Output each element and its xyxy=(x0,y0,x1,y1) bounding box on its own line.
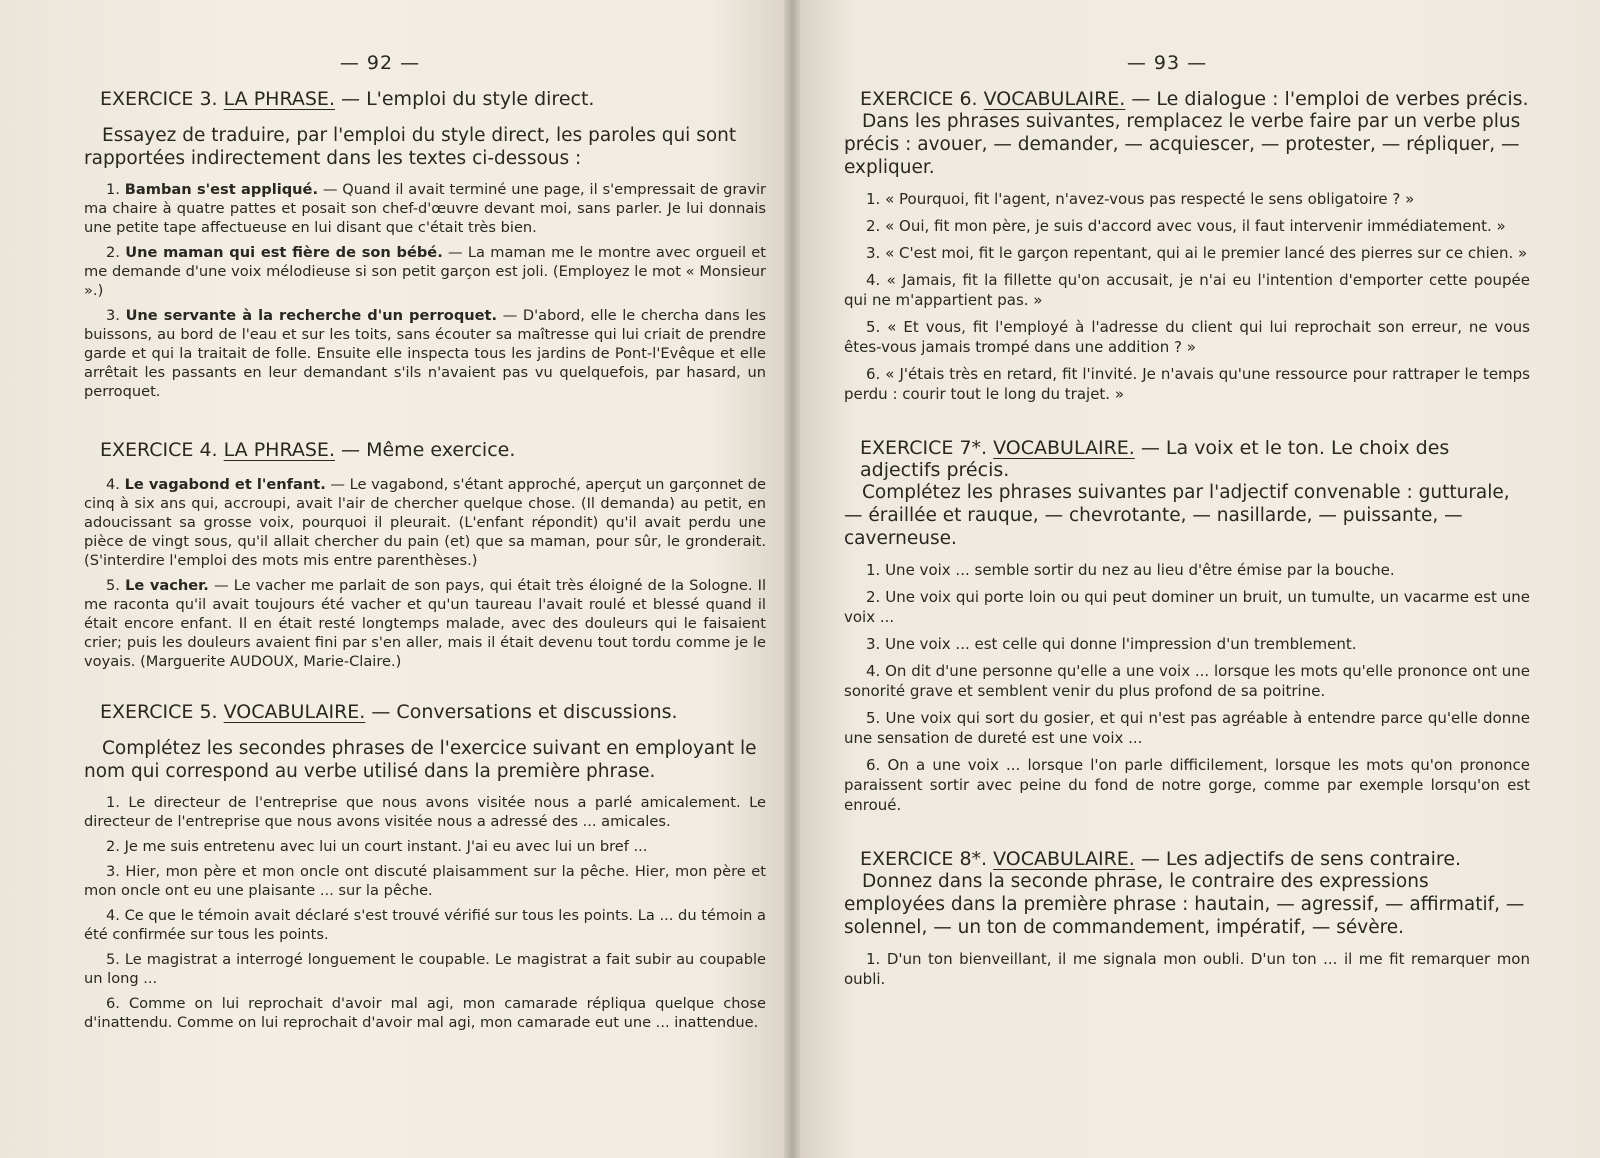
exercise-item: 5. Le magistrat a interrogé longuement le coupable. Le magistrat a fait subir au coupable un long ... xyxy=(84,951,766,987)
heading-keyword: VOCABULAIRE. xyxy=(993,437,1135,459)
item-text: — Quand il avait terminé une page, il s'empressait de gravir ma chaire à quatre pattes et posait son chef-d'œuvre devant moi, sans parler. Je lui donnais une petite tape affectueuse en lui disant que c'était très bien. xyxy=(84,181,767,236)
exercise-item: 6. Comme on lui reprochait d'avoir mal agi, mon camarade répliqua quelque chose d'inattendu. Comme on lui reprochait d'avoir mal agi, mon camarade eut une ... inattendue. xyxy=(84,995,766,1031)
heading-keyword: VOCABULAIRE. xyxy=(993,848,1135,870)
heading-prefix: EXERCICE 5. xyxy=(100,701,224,723)
heading-prefix: EXERCICE 4. xyxy=(100,439,224,461)
exercise-item: 6. On a une voix ... lorsque l'on parle difficilement, lorsque les mots qu'on prononce paraissent sortir avec peine du fond de notre gorge, comme par exemple lorsqu'on est enroué. xyxy=(844,756,1530,814)
exercise-item: 1. Une voix ... semble sortir du nez au lieu d'être émise par la bouche. xyxy=(866,561,1395,579)
book-gutter xyxy=(784,0,800,1158)
heading-subtitle: — Même exercice. xyxy=(334,439,516,461)
exercise-5-heading xyxy=(100,701,766,723)
item-text: — Le vagabond, s'étant approché, aperçut un garçonnet de cinq à six ans qui, accroupi, avait l'air de chercher quelque chose. (Il demanda) au petit, en adoucissant sa grosse voix, pourquoi il pleurait. (L'enfant répondit) qu'il avait perdu une pièce de vingt sous, qu'il allait chercher du pain (et) que sa maman, pour sûr, le gronderait. (S'interdire l'emploi des mots mis entre parenthèses.) xyxy=(84,476,766,569)
exercise-3-instruction: Essayez de traduire, par l'emploi du style direct, les paroles qui sont rapportées indirectement dans les textes ci-dessous : xyxy=(84,125,737,169)
exercise-item: 1. D'un ton bienveillant, il me signala mon oubli. D'un ton ... il me fit remarquer mon oubli. xyxy=(844,950,1530,988)
heading-prefix: EXERCICE 6. xyxy=(860,88,984,110)
item-title: Le vagabond et l'enfant. xyxy=(124,476,326,493)
exercise-item: 2. « Oui, fit mon père, je suis d'accord avec vous, il faut intervenir immédiatement. » xyxy=(866,217,1506,235)
exercise-item: 4. Ce que le témoin avait déclaré s'est trouvé vérifié sur tous les points. La ... du témoin a été confirmée sur tous les points. xyxy=(84,907,766,943)
exercise-6-instruction: Dans les phrases suivantes, remplacez le verbe faire par un verbe plus précis : avouer, — demander, — acquiescer, — protester, — répliquer, — expliquer. xyxy=(844,111,1521,178)
heading-keyword: LA PHRASE. xyxy=(223,88,335,110)
item-text: — D'abord, elle le chercha dans les buissons, au bord de l'eau et sur les toits, sans écouter sa maîtresse qui lui criait de prendre garde et qui la traitait de folle. Ensuite elle inspecta tous les jardins de Pont-l'Evêque et elle arrêtait les passants en leur demandant s'ils n'avaient pas vu quelquefois, par hasard, un perroquet. xyxy=(84,307,766,400)
item-number: 2. xyxy=(106,244,120,261)
exercise-item: 4. On dit d'une personne qu'elle a une voix ... lorsque les mots qu'elle prononce ont une sonorité grave et semblent venir du plus profond de sa poitrine. xyxy=(844,662,1530,700)
exercise-item: 1. « Pourquoi, fit l'agent, n'avez-vous pas respecté le sens obligatoire ? » xyxy=(866,190,1415,208)
exercise-item: 5. « Et vous, fit l'employé à l'adresse du client qui lui reprochait son erreur, ne vous êtes-vous jamais trompé dans une addition ? » xyxy=(844,318,1530,356)
exercise-item: 2. Une voix qui porte loin ou qui peut dominer un bruit, un tumulte, un vacarme est une voix ... xyxy=(844,588,1530,626)
page-number: — 93 — xyxy=(1126,52,1208,74)
item-number: 5. xyxy=(106,577,120,594)
heading-subtitle: — Les adjectifs de sens contraire. xyxy=(1134,848,1462,870)
exercise-item xyxy=(84,306,766,401)
heading-keyword: VOCABULAIRE. xyxy=(983,88,1126,110)
heading-keyword: LA PHRASE. xyxy=(223,439,335,461)
item-number: 1. xyxy=(106,181,120,198)
exercise-7-instruction: Complétez les phrases suivantes par l'adjectif convenable : gutturale, — éraillée et rauque, — chevrotante, — nasillarde, — puissante, — caverneuse. xyxy=(844,482,1510,549)
exercise-7-heading xyxy=(860,437,1530,481)
exercise-3-heading xyxy=(100,88,766,110)
item-text: — Le vacher me parlait de son pays, qui était très éloigné de la Sologne. Il me raconta qu'il avait toujours été vacher et qu'un taureau l'avait roulé et blessé quand il était encore enfant. Il en était resté longtemps malade, avec des douleurs qui le faisaient crier; puis les douleurs avaient fini par s'en aller, mais il était devenu tout tordu comme je le voyais. (Marguerite AUDOUX, Marie-Claire.) xyxy=(84,577,766,670)
heading-subtitle: — Conversations et discussions. xyxy=(365,701,678,723)
exercise-4-heading xyxy=(100,439,766,461)
exercise-item: 3. « C'est moi, fit le garçon repentant, qui ai le premier lancé des pierres sur ce chien. » xyxy=(866,244,1528,262)
exercise-8-heading xyxy=(860,848,1530,870)
exercise-item: 4. « Jamais, fit la fillette qu'on accusait, je n'ai eu l'intention d'emporter cette poupée qui ne m'appartient pas. » xyxy=(844,271,1530,309)
exercise-8-instruction: Donnez dans la seconde phrase, le contraire des expressions employées dans la première phrase : hautain, — agressif, — affirmatif, — solennel, — un ton de commandement, impératif, — sévère. xyxy=(844,871,1525,938)
exercise-item: 3. Hier, mon père et mon oncle ont discuté plaisamment sur la pêche. Hier, mon père et mon oncle ont eu une plaisante ... sur la pêche. xyxy=(84,863,766,899)
exercise-item xyxy=(84,576,766,671)
item-title: Une maman qui est fière de son bébé. xyxy=(125,244,443,261)
page-92 xyxy=(0,0,792,1158)
heading-prefix: EXERCICE 3. xyxy=(100,88,224,110)
heading-prefix: EXERCICE 7*. xyxy=(860,437,994,459)
exercise-5-instruction: Complétez les secondes phrases de l'exercice suivant en employant le nom qui correspond au verbe utilisé dans la première phrase. xyxy=(84,738,757,782)
page-number: — 92 — xyxy=(339,52,421,74)
exercise-item: 2. Je me suis entretenu avec lui un court instant. J'ai eu avec lui un bref ... xyxy=(106,838,648,855)
item-title: Une servante à la recherche d'un perroquet. xyxy=(125,307,498,324)
page-93 xyxy=(792,0,1600,1158)
item-number: 4. xyxy=(106,476,120,493)
heading-subtitle: — La voix et le ton. Le choix des adjectifs précis. xyxy=(860,437,1450,481)
exercise-item xyxy=(84,475,766,570)
exercise-item: 3. Une voix ... est celle qui donne l'impression d'un tremblement. xyxy=(866,635,1357,653)
heading-subtitle: — L'emploi du style direct. xyxy=(334,88,595,110)
exercise-item xyxy=(84,243,766,300)
item-text: — La maman me le montre avec orgueil et me demande d'une voix mélodieuse si son petit garçon est joli. (Employez le mot « Monsieur ».) xyxy=(84,244,766,299)
heading-keyword: VOCABULAIRE. xyxy=(223,701,366,723)
item-title: Le vacher. xyxy=(125,577,209,594)
exercise-6-heading xyxy=(860,88,1530,110)
heading-prefix: EXERCICE 8*. xyxy=(860,848,994,870)
item-number: 3. xyxy=(106,307,120,324)
heading-subtitle: — Le dialogue : l'emploi de verbes précis. xyxy=(1125,88,1529,110)
exercise-item: 5. Une voix qui sort du gosier, et qui n'est pas agréable à entendre parce qu'elle donne une sensation de dureté est une voix ... xyxy=(844,709,1530,747)
exercise-item xyxy=(84,180,766,237)
exercise-item: 6. « J'étais très en retard, fit l'invité. Je n'avais qu'une ressource pour rattraper le temps perdu : courir tout le long du trajet. » xyxy=(844,365,1530,403)
exercise-item: 1. Le directeur de l'entreprise que nous avons visitée nous a parlé amicalement. Le directeur de l'entreprise que nous avons visitée nous a adressé des ... amicales. xyxy=(84,794,766,830)
item-title: Bamban s'est appliqué. xyxy=(124,181,318,198)
